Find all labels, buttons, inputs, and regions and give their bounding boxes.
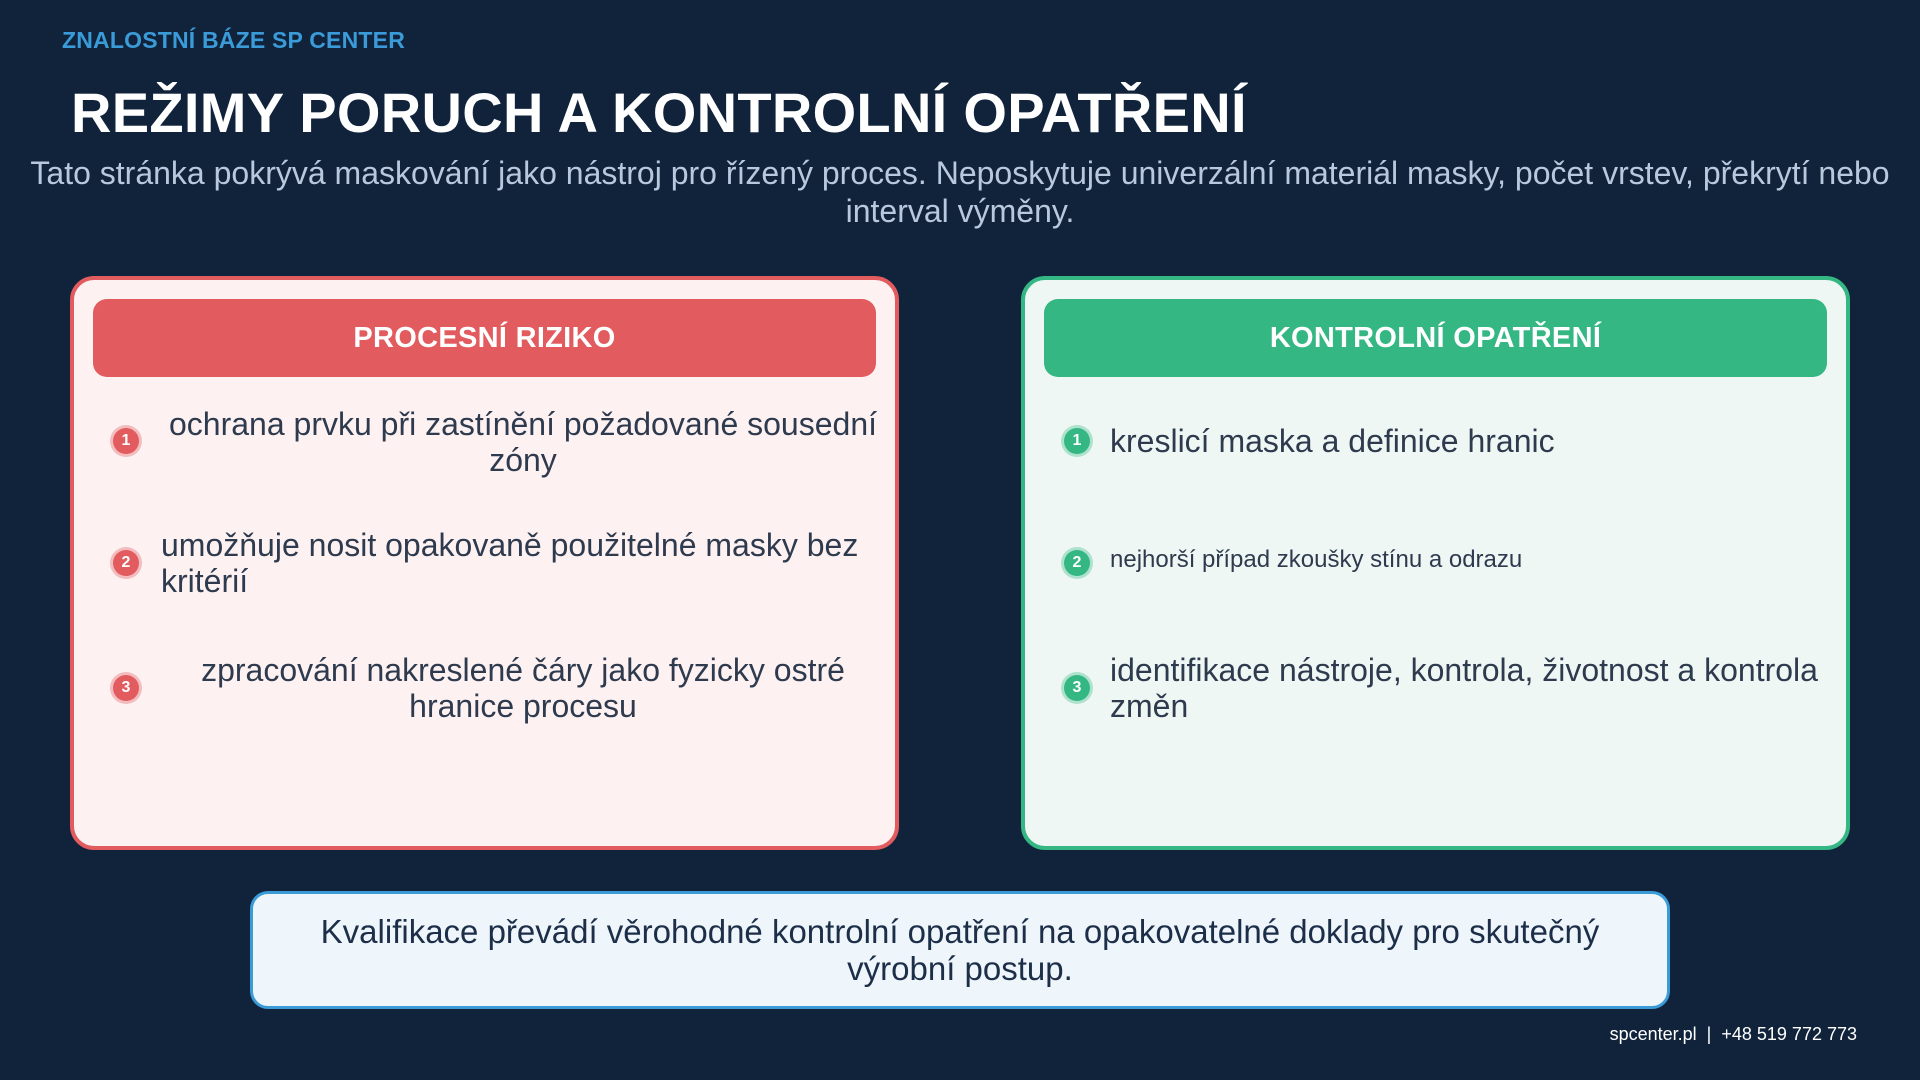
number-badge: 1 — [1061, 425, 1093, 457]
number-badge: 3 — [110, 672, 142, 704]
risk-item-text: ochrana prvku při zastínění požadované sousední zóny — [168, 406, 877, 478]
risk-item-text: umožňuje nosit opakovaně použitelné masky bez kritérií — [161, 527, 859, 599]
summary-box — [250, 891, 1670, 1009]
number-badge: 2 — [1061, 547, 1093, 579]
page-subtitle: Tato stránka pokrývá maskování jako nástroj pro řízený proces. Neposkytuje univerzální materiál masky, počet vrstev, překrytí nebo interval výměny. — [30, 155, 1890, 229]
number-badge: 2 — [110, 547, 142, 579]
control-card — [1021, 276, 1850, 850]
risk-item-text: zpracování nakreslené čáry jako fyzicky ostré hranice procesu — [201, 652, 845, 724]
summary-text: Kvalifikace převádí věrohodné kontrolní opatření na opakovatelné doklady pro skutečný výrobní postup. — [320, 913, 1600, 987]
control-item-text: identifikace nástroje, kontrola, životnost a kontrola změn — [1110, 652, 1818, 724]
footer-website[interactable]: spcenter.pl — [1609, 1024, 1697, 1044]
footer-phone[interactable]: +48 519 772 773 — [1721, 1024, 1857, 1044]
control-item-text: nejhorší případ zkoušky stínu a odrazu — [1110, 546, 1523, 573]
page-title: REŽIMY PORUCH A KONTROLNÍ OPATŘENÍ — [71, 81, 1247, 144]
footer-separator: | — [1706, 1024, 1712, 1044]
risk-card — [70, 276, 899, 850]
footer-contact — [1610, 1024, 1857, 1045]
kicker-label: ZNALOSTNÍ BÁZE SP CENTER — [62, 27, 406, 53]
control-item-text: kreslicí maska a definice hranic — [1110, 423, 1555, 459]
number-badge: 1 — [110, 425, 142, 457]
risk-card-heading: PROCESNÍ RIZIKO — [93, 299, 876, 377]
control-card-heading: KONTROLNÍ OPATŘENÍ — [1044, 299, 1827, 377]
number-badge: 3 — [1061, 672, 1093, 704]
